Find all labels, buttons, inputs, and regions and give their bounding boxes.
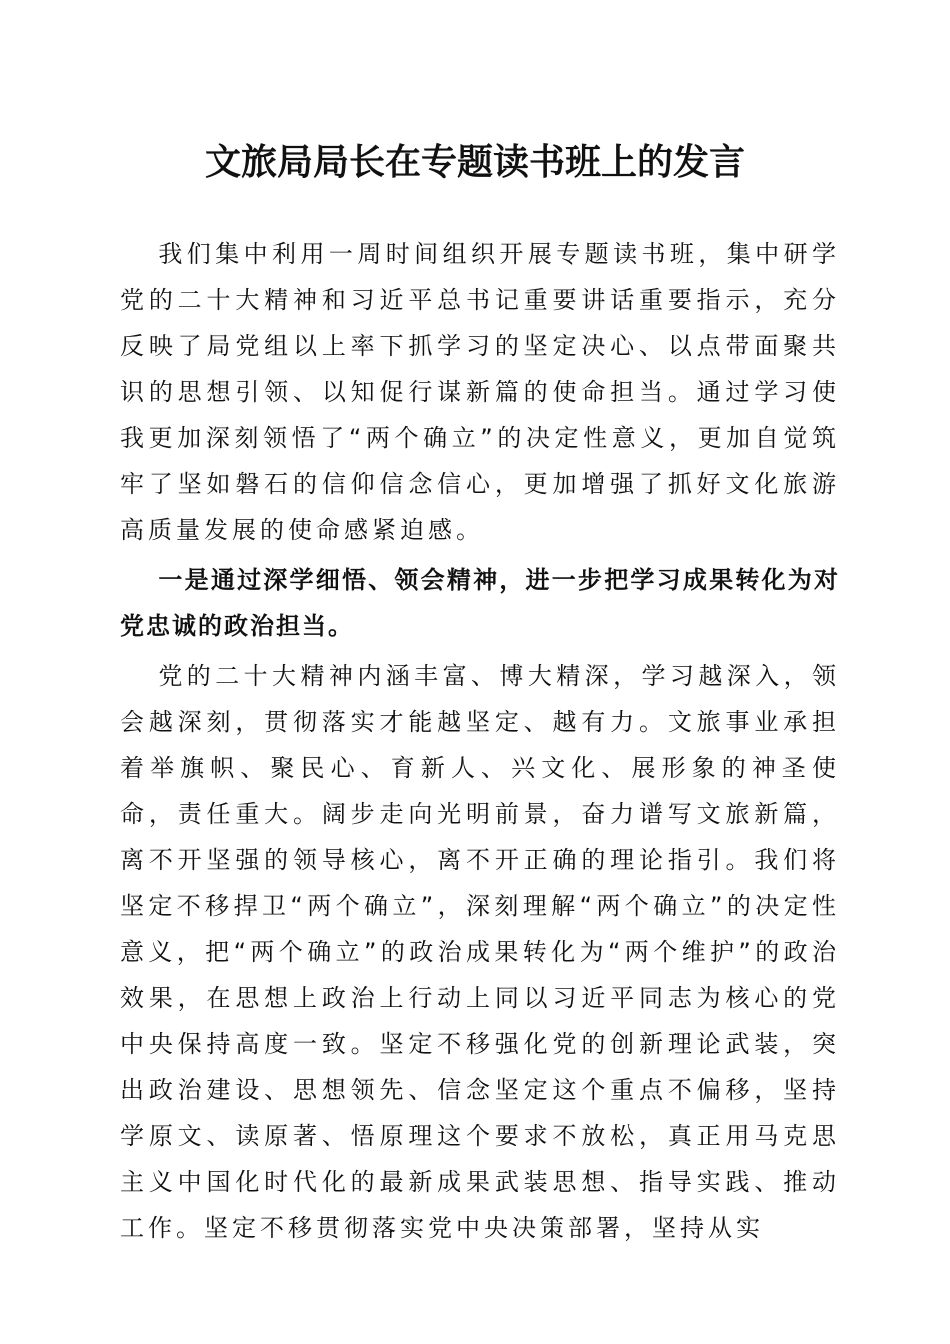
paragraph-intro: 我们集中利用一周时间组织开展专题读书班，集中研学党的二十大精神和习近平总书记重要讲话重要指示，充分反映了局党组以上率下抓学习的坚定决心、以点带面聚共识的思想引领、以知促行谋新篇的使命担当。通过学习使我更加深刻领悟了“两个确立”的决定性意义，更加自觉筑牢了坚如磐石的信仰信念信心，更加增强了抓好文化旅游高质量发展的使命感紧迫感。 [120, 240, 840, 544]
paragraph-body-one: 党的二十大精神内涵丰富、博大精深，学习越深入，领会越深刻，贯彻落实才能越坚定、越有力。文旅事业承担着举旗帜、聚民心、育新人、兴文化、展形象的神圣使命，责任重大。阔步走向光明前景，奋力谱写文旅新篇，离不开坚强的领导核心，离不开正确的理论指引。我们将坚定不移捍卫“两个确立”，深刻理解“两个确立”的决定性意义，把“两个确立”的政治成果转化为“两个维护”的政治效果，在思想上政治上行动上同以习近平同志为核心的党中央保持高度一致。坚定不移强化党的创新理论武装，突出政治建设、思想领先、信念坚定这个重点不偏移，坚持学原文、读原著、悟原理这个要求不放松，真正用马克思主义中国化时代化的最新成果武装思想、指导实践、推动工作。坚定不移贯彻落实党中央决策部署，坚持从实 [120, 662, 840, 1242]
paragraph-heading-one: 一是通过深学细悟、领会精神，进一步把学习成果转化为对党忠诚的政治担当。 [120, 566, 840, 640]
document-title: 文旅局局长在专题读书班上的发言 [204, 141, 745, 183]
document-body [120, 231, 840, 1251]
